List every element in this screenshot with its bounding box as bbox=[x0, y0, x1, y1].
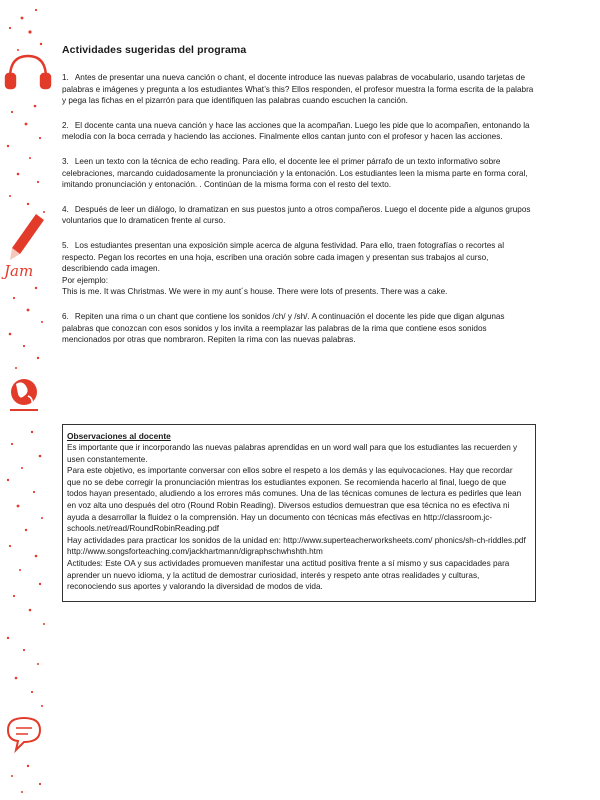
activity-item bbox=[62, 72, 536, 107]
activity-number: 1. bbox=[62, 73, 69, 82]
activity-text: Después de leer un diálogo, lo dramatizan en sus puestos junto a otros compañeros. Luego el docente pide a algunos grupos voluntarios que lo dramaticen frente al curso. bbox=[62, 204, 531, 226]
example-label: Por ejemplo: bbox=[62, 275, 108, 285]
activity-item bbox=[62, 204, 536, 227]
observations-box bbox=[62, 424, 536, 602]
activity-text: Leen un texto con la técnica de echo reading. Para ello, el docente lee el primer párrafo de un texto informativo sobre celebraciones, marcando cuidadosamente la pronunciación y la entonación. Los estudiantes leen la misma parte en forma coral, imitando pronunciación y entonación. . Continúan de la misma forma con el resto del texto. bbox=[62, 156, 528, 190]
activity-text: Antes de presentar una nueva canción o chant, el docente introduce las nuevas palabras de vocabulario, usando tarjetas de palabras e imágenes y pregunta a los estudiantes What’s this? Ellos responden, el profesor muestra la forma escrita de la palabra y pega las fichas en el pizarrón para que identifiquen las palabras cuando escuchen la canción. bbox=[62, 73, 534, 106]
activity-number: 5. bbox=[62, 240, 69, 250]
activity-number: 4. bbox=[62, 204, 69, 214]
speech-bubble-icon bbox=[8, 718, 40, 750]
activity-number: 2. bbox=[62, 120, 69, 130]
example-text: This is me. It was Christmas. We were in my aunt´s house. There were lots of presents. There was a cake. bbox=[62, 287, 448, 297]
observation-paragraph: Para este objetivo, es importante conversar con ellos sobre el respeto a los demás y las equivocaciones. Hay que recordar que no se debe corregir la pronunciación mientras los estudiantes exponen. Se recomienda hacerlo al final, luego de que todos hayan presentado, aludiendo a los errores más comunes. Una de las técnicas comunes de lectura es pedirles que lean en voz alta uno después del otro (Round Robin Reading). Diversos estudios demuestran que esa técnica no es efectiva ni ayuda a desarrollar la fluidez o la comprensión. Hay un documento con técnicas más efectivas en http://classroom.jc- schools.net/read/RoundRobinReading.pdf bbox=[67, 466, 522, 534]
activity-text: Los estudiantes presentan una exposición simple acerca de alguna festividad. Para ello, traen fotografías o recortes al respecto. Pegan los recortes en una hoja, escriben una oración sobre cada imagen y presentan sus trabajos al curso, describiendo cada imagen. bbox=[62, 240, 505, 274]
observations-title: Observaciones al docente bbox=[67, 431, 171, 441]
section-title: Actividades sugeridas del programa bbox=[62, 44, 247, 56]
activity-item bbox=[62, 156, 536, 191]
margin-decoration bbox=[0, 0, 52, 800]
pencil-icon bbox=[10, 214, 44, 260]
activities-section bbox=[62, 44, 536, 359]
observation-paragraph: Actitudes: Este OA y sus actividades promueven manifestar una actitud positiva frente a sí mismo y sus capacidades para aprender un nuevo idioma, y la actitud de demostrar curiosidad, interés y respeto ante otras realidades y culturas, reconociendo sus aportes y valorando la diversidad de modos de vida. bbox=[67, 558, 510, 592]
globe-icon bbox=[10, 379, 38, 410]
activity-number: 3. bbox=[62, 156, 69, 166]
jam-word: Jam bbox=[4, 262, 34, 280]
activity-text: Repiten una rima o un chant que contiene los sonidos /ch/ y /sh/. A continuación el docente les pide que digan algunas palabras que conozcan con esos sonidos y los invita a reemplazar las palabras de la rima que contiene esos sonidos mencionados por otras que nombraron. Repiten la rima con las nuevas palabras. bbox=[62, 311, 505, 345]
headphones-icon bbox=[6, 56, 50, 88]
activity-text: El docente canta una nueva canción y hace las acciones que la acompañan. Luego les pide que lo acompañen, entonando la melodía con la boca cerrada y haciendo las acciones. Finalmente ellos cantan junto con el profesor y hacen las acciones. bbox=[62, 120, 530, 142]
activity-number: 6. bbox=[62, 311, 69, 321]
activity-item bbox=[62, 240, 536, 275]
activity-item bbox=[62, 120, 536, 143]
observation-paragraph: Es importante que ir incorporando las nuevas palabras aprendidas en un word wall para que los estudiantes las recuerden y usen constantemente. bbox=[67, 443, 518, 464]
observation-paragraph: Hay actividades para practicar los sonidos de la unidad en: http://www.superteacherworksheets.com/ phonics/sh-ch-riddles.pdf http://www.songsforteaching.com/jackhartmann/digraphschwhshth.htm bbox=[67, 535, 526, 557]
activity-item bbox=[62, 311, 536, 346]
